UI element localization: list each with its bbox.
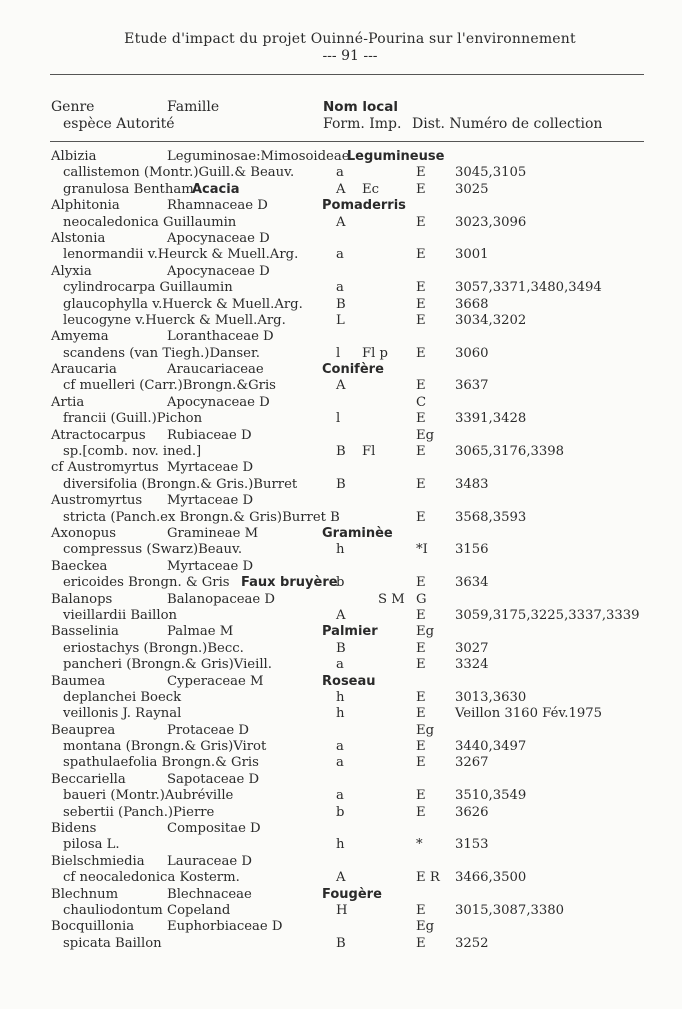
species-name: stricta (Panch.ex Brongn.& Gris)Burret B [63,509,340,525]
genus-row [0,887,682,903]
genus-row [0,821,682,837]
species-row [0,837,682,853]
collection-number: 3065,3176,3398 [455,444,565,460]
family-name: Myrtaceae D [167,558,254,574]
column-header-rule [50,141,644,142]
genus-name: cf Austromyrtus [51,460,159,476]
species-row [0,657,682,673]
species-name: cf muelleri (Carr.)Brongn.&Gris [63,378,276,394]
species-row [0,706,682,722]
page-number: --- 91 --- [322,48,378,64]
species-row [0,936,682,952]
species-name: scandens (van Tiegh.)Danser. [63,345,260,361]
genus-name: Alphitonia [51,198,120,214]
species-row [0,215,682,231]
distribution: E [416,214,426,230]
distribution: E [416,476,426,492]
genus-name: Austromyrtus [51,493,143,509]
species-row [0,346,682,362]
growth-form: h [336,542,345,558]
distribution: E [416,444,426,460]
family-name: Araucariaceae [167,362,264,378]
importance: Fl [362,444,376,460]
genus-row [0,559,682,575]
family-name: Protaceae D [167,722,249,738]
collection-number: 3568,3593 [455,509,527,525]
species-name: cylindrocarpa Guillaumin [63,280,233,296]
genus-name: Bielschmiedia [51,853,145,869]
importance: S M [378,591,405,607]
distribution: C [416,394,427,410]
collection-number: 3440,3497 [455,739,527,755]
family-name: Loranthaceae D [167,329,274,345]
species-name: sebertii (Panch.)Pierre [63,804,215,820]
family-name: Sapotaceae D [167,771,260,787]
species-name: eriostachys (Brongn.)Becc. [63,640,244,656]
growth-form: h [336,837,345,853]
distribution: E [416,657,426,673]
collection-number: 3391,3428 [455,411,527,427]
species-name: callistemon (Montr.)Guill.& Beauv. [63,165,295,181]
species-row [0,641,682,657]
collection-number: 3466,3500 [455,870,527,886]
distribution: E [416,296,426,312]
collection-number: 3060 [455,345,489,361]
collection-number: 3267 [455,755,489,771]
distribution: Eg [416,919,435,935]
species-row [0,378,682,394]
genus-name: Axonopus [51,525,117,541]
local-name: Palmier [322,624,378,640]
distribution: E [416,607,426,623]
distribution: E [416,755,426,771]
family-name: Apocynaceae D [167,230,270,246]
species-row [0,182,682,198]
species-row [0,165,682,181]
family-name: Gramineae M [167,525,259,541]
collection-number: 3637 [455,378,489,394]
genus-row [0,329,682,345]
growth-form: B [336,935,346,951]
collection-number: 3059,3175,3225,3337,3339 [455,607,640,623]
column-header-dist-numero: Dist. Numéro de collection [412,116,603,132]
distribution: E [416,247,426,263]
local-name: Pomaderris [322,198,406,214]
family-name: Palmae M [167,624,234,640]
species-name: neocaledonica Guillaumin [63,214,237,230]
species-row [0,510,682,526]
species-row [0,739,682,755]
genus-row [0,526,682,542]
species-name: sp.[comb. nov. ined.] [63,444,202,460]
species-row [0,477,682,493]
genus-name: Blechnum [51,886,119,902]
species-name: cf neocaledonica Kosterm. [63,870,240,886]
collection-number: 3023,3096 [455,214,527,230]
growth-form: H [336,902,348,918]
genus-row [0,362,682,378]
species-name: francii (Guill.)Pichon [63,411,203,427]
species-name: lenormandii v.Heurck & Muell.Arg. [63,247,299,263]
genus-row [0,264,682,280]
family-name: Myrtaceae D [167,493,254,509]
species-name: chauliodontum Copeland [63,902,231,918]
page-title: Etude d'impact du projet Ouinné-Pourina sur l'environnement [124,31,576,47]
genus-row [0,854,682,870]
species-row [0,297,682,313]
species-row [0,247,682,263]
distribution: E R [416,870,440,886]
species-row [0,608,682,624]
genus-row [0,592,682,608]
genus-row [0,395,682,411]
importance: Fl p [362,345,389,361]
collection-number: 3634 [455,575,489,591]
species-name: pancheri (Brongn.& Gris)Vieill. [63,657,272,673]
column-header-form-imp: Form. Imp. [323,116,402,132]
species-row [0,870,682,886]
species-row [0,280,682,296]
growth-form: b [336,804,345,820]
species-name: vieillardii Baillon [63,607,177,623]
growth-form: a [336,247,344,263]
local-name: Legumineuse [346,149,445,164]
species-row [0,542,682,558]
local-name: Roseau [322,673,376,689]
species-row [0,411,682,427]
distribution: E [416,689,426,705]
genus-row [0,198,682,214]
local-name: Acacia [192,181,240,197]
collection-number: 3324 [455,657,489,673]
species-row [0,755,682,771]
genus-name: Balanops [51,591,113,607]
distribution: Eg [416,624,435,640]
collection-number: 3027 [455,640,489,656]
collection-number: 3483 [455,476,489,492]
species-name: glaucophylla v.Huerck & Muell.Arg. [63,296,303,312]
family-name: Apocynaceae D [167,263,270,279]
family-name: Balanopaceae D [167,591,275,607]
collection-number: 3668 [455,296,489,312]
growth-form: A [336,378,346,394]
growth-form: A [336,214,346,230]
species-row [0,690,682,706]
genus-row [0,428,682,444]
local-name: Fougère [322,886,382,902]
genus-name: Baumea [51,673,106,689]
growth-form: b [336,575,345,591]
genus-row [0,460,682,476]
species-row [0,903,682,919]
distribution: E [416,411,426,427]
collection-number: 3001 [455,247,489,263]
genus-row [0,231,682,247]
family-name: Lauraceae D [167,853,252,869]
family-name: Rhamnaceae D [167,198,268,214]
distribution: E [416,575,426,591]
genus-name: Bocquillonia [51,919,135,935]
growth-form: A [336,181,346,197]
column-header-genre: Genre [51,99,95,115]
distribution: E [416,804,426,820]
distribution: E [416,739,426,755]
local-name: Graminèe [322,525,393,541]
importance: Ec [362,181,380,197]
genus-name: Beccariella [51,771,126,787]
growth-form: h [336,706,345,722]
local-name: Conifère [322,362,384,378]
growth-form: B [336,640,346,656]
distribution: Eg [416,427,435,443]
family-name: Blechnaceae [167,886,252,902]
distribution: E [416,345,426,361]
distribution: G [416,591,427,607]
header-rule [50,74,644,75]
genus-row [0,674,682,690]
growth-form: A [336,870,346,886]
growth-form: A [336,607,346,623]
growth-form: h [336,689,345,705]
genus-name: Amyema [51,329,109,345]
species-list [0,149,682,952]
species-name: spicata Baillon [63,935,162,951]
genus-name: Beauprea [51,722,116,738]
genus-name: Alyxia [51,263,92,279]
genus-row [0,723,682,739]
growth-form: B [336,476,346,492]
genus-name: Albizia [51,149,97,164]
collection-number: 3156 [455,542,489,558]
genus-name: Artia [51,394,85,410]
distribution: E [416,788,426,804]
species-name: granulosa Bentham [63,181,194,197]
collection-number: 3045,3105 [455,165,527,181]
distribution: Eg [416,722,435,738]
genus-name: Baeckea [51,558,108,574]
collection-number: Veillon 3160 Fév.1975 [455,706,603,722]
species-row [0,313,682,329]
collection-number: 3025 [455,181,489,197]
family-name: Rubiaceae D [167,427,252,443]
distribution: E [416,165,426,181]
distribution: E [416,280,426,296]
distribution: E [416,706,426,722]
column-header-espece-autorite: espèce Autorité [63,116,175,132]
collection-number: 3510,3549 [455,788,527,804]
genus-name: Alstonia [51,230,106,246]
family-name: Euphorbiaceae D [167,919,283,935]
genus-name: Basselinia [51,624,119,640]
family-name: Leguminosae:Mimosoideae [167,149,350,164]
growth-form: l [336,411,341,427]
genus-name: Araucaria [51,362,117,378]
genus-row [0,919,682,935]
growth-form: a [336,755,344,771]
distribution: * [416,837,423,853]
growth-form: l [336,345,341,361]
collection-number: 3015,3087,3380 [455,902,565,918]
species-name: pilosa L. [63,837,120,853]
family-name: Myrtaceae D [167,460,254,476]
collection-number: 3034,3202 [455,312,527,328]
species-row [0,444,682,460]
collection-number: 3626 [455,804,489,820]
genus-name: Bidens [51,821,97,837]
family-name: Cyperaceae M [167,673,264,689]
collection-number: 3252 [455,935,489,951]
species-name: veillonis J. Raynal [63,706,182,722]
growth-form: a [336,788,344,804]
distribution: E [416,935,426,951]
genus-row [0,772,682,788]
growth-form: L [336,312,345,328]
genus-name: Atractocarpus [51,427,146,443]
distribution: E [416,640,426,656]
genus-row [0,149,682,165]
distribution: E [416,378,426,394]
growth-form: a [336,657,344,673]
distribution: E [416,312,426,328]
species-name: baueri (Montr.)Aubréville [63,788,234,804]
growth-form: B [336,296,346,312]
genus-row [0,493,682,509]
growth-form: a [336,280,344,296]
growth-form: a [336,739,344,755]
column-header-nom-local: Nom local [323,99,398,115]
distribution: *I [416,542,428,558]
column-header-famille: Famille [167,99,220,115]
distribution: E [416,902,426,918]
growth-form: B [336,444,346,460]
family-name: Compositae D [167,821,261,837]
species-name: montana (Brongn.& Gris)Virot [63,739,267,755]
species-name: compressus (Swarz)Beauv. [63,542,243,558]
species-name: ericoides Brongn. & Gris [63,575,230,591]
species-name: deplanchei Boeck [63,689,182,705]
local-name: Faux bruyère [241,575,338,591]
species-name: diversifolia (Brongn.& Gris.)Burret [63,476,298,492]
species-row [0,805,682,821]
species-name: spathulaefolia Brongn.& Gris [63,755,259,771]
species-name: leucogyne v.Huerck & Muell.Arg. [63,312,286,328]
collection-number: 3013,3630 [455,689,527,705]
growth-form: a [336,165,344,181]
collection-number: 3153 [455,837,489,853]
genus-row [0,624,682,640]
species-row [0,788,682,804]
distribution: E [416,509,426,525]
distribution: E [416,181,426,197]
family-name: Apocynaceae D [167,394,270,410]
collection-number: 3057,3371,3480,3494 [455,280,602,296]
species-row [0,575,682,591]
